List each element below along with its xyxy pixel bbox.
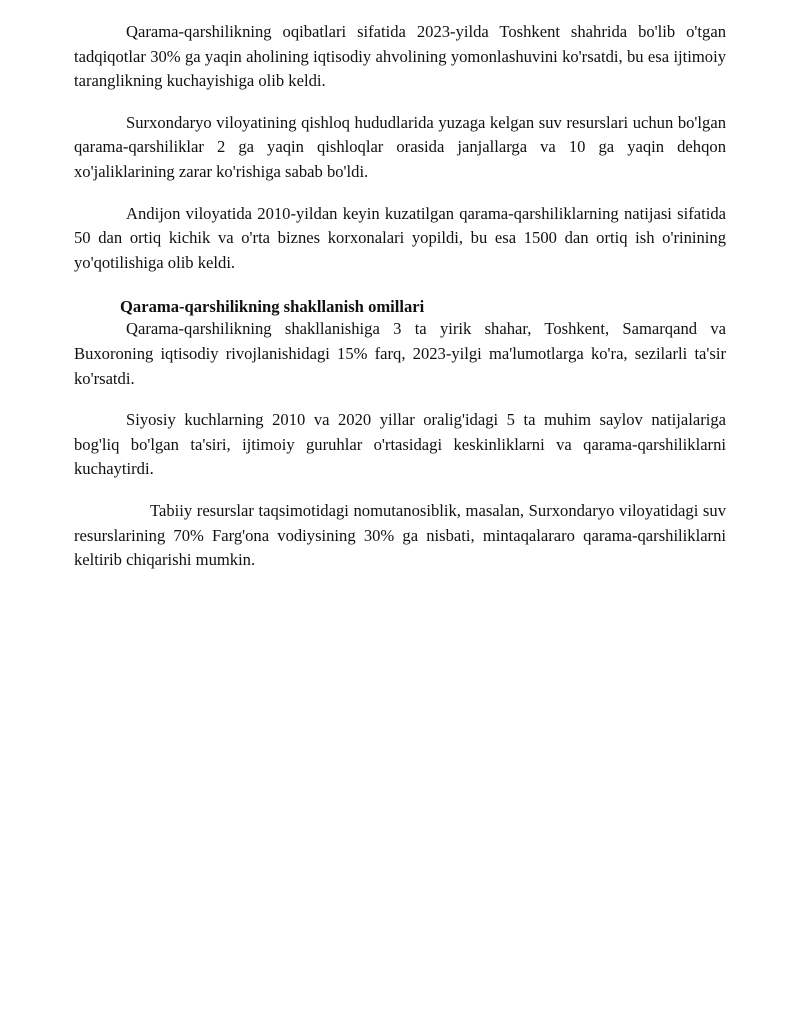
paragraph-political-forces: Siyosiy kuchlarning 2010 va 2020 yillar oralig'idagi 5 ta muhim saylov natijalariga bog'liq bo'lgan ta'siri, ijtimoiy guruhlar o'rtasidagi keskinliklarni va qarama-qarshiliklarni kuchaytirdi. [74, 410, 726, 479]
document-page [74, 20, 726, 590]
section-heading: Qarama-qarshilikning shakllanish omillari [120, 297, 425, 317]
paragraph-surxondaryo-water: Surxondaryo viloyatining qishloq hududlarida yuzaga kelgan suv resurslari uchun bo'lgan qarama-qarshiliklar 2 ga yaqin qishloqlar orasida janjallarga va 10 ga yaqin dehqon xo'jaliklarining zarar ko'rishiga sabab bo'ldi. [74, 112, 726, 181]
paragraph-cities-development: Qarama-qarshilikning shakllanishiga 3 ta yirik shahar, Toshkent, Samarqand va Buxoroning iqtisodiy rivojlanishidagi 15% farq, 2023-yilgi ma'lumotlarga ko'ra, sezilarli ta'sir ko'rsatdi. [74, 319, 726, 388]
paragraph-natural-resources: Tabiiy resurslar taqsimotidagi nomutanosiblik, masalan, Surxondaryo viloyatidagi suv resurslarining 70% Farg'ona vodiysining 30% ga nisbati, mintaqalararo qarama-qarshiliklarni keltirib chiqarishi mumkin. [74, 500, 726, 570]
paragraph-toshkent-consequences: Qarama-qarshilikning oqibatlari sifatida 2023-yilda Toshkent shahrida bo'lib o'tgan tadqiqotlar 30% ga yaqin aholining iqtisodiy ahvolining yomonlashuvini ko'rsatdi, bu esa ijtimoiy taranglikning kuchayishiga olib keldi. [74, 22, 726, 91]
paragraph-andijon-business: Andijon viloyatida 2010-yildan keyin kuzatilgan qarama-qarshiliklarning natijasi sifatida 50 dan ortiq kichik va o'rta biznes korxonalari yopildi, bu esa 1500 dan ortiq ish o'rinining yo'qotilishiga olib keldi. [74, 203, 726, 272]
